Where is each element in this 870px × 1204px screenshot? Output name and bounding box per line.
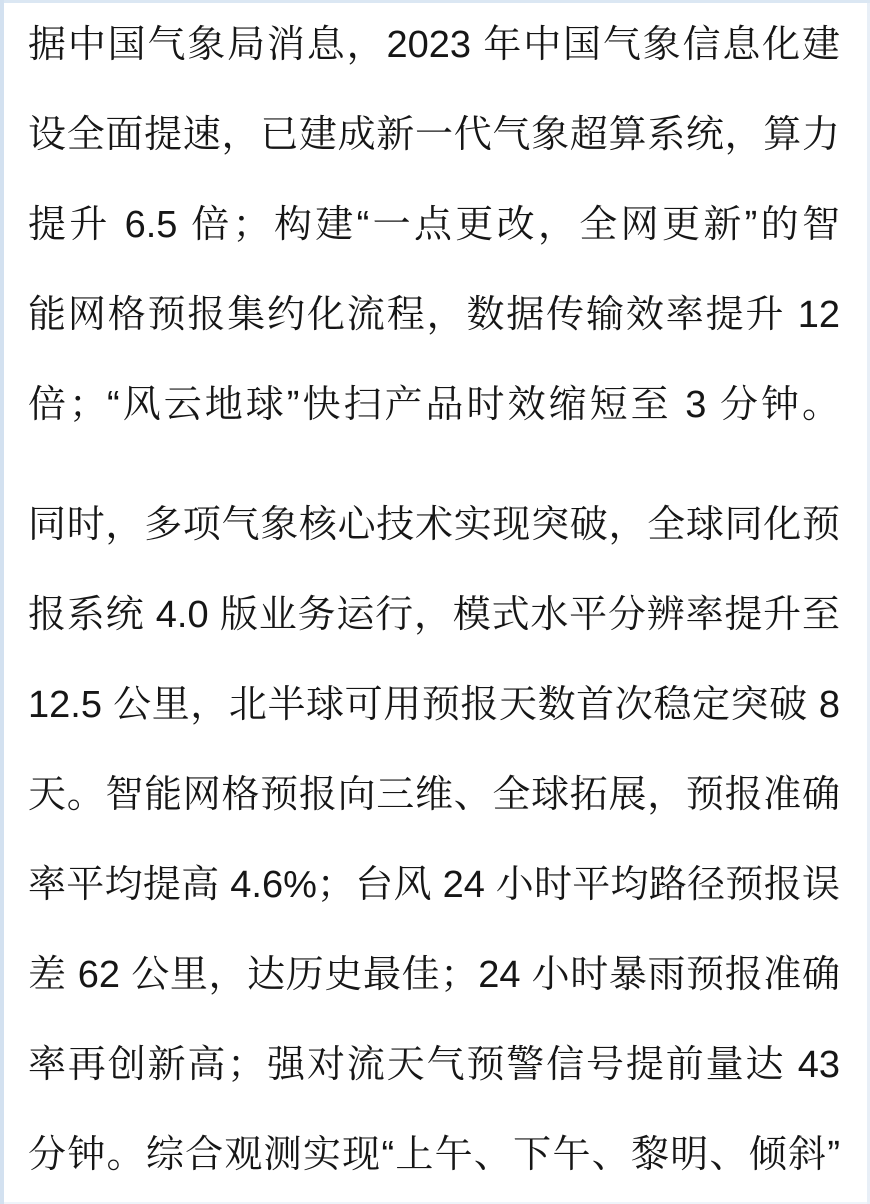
- text-line: 率平均提高 4.6%；台风 24 小时平均路径预报误: [28, 864, 840, 906]
- text-line: 天。智能网格预报向三维、全球拓展，预报准确: [28, 774, 840, 816]
- text-line: 提升 6.5 倍；构建“一点更改，全网更新”的智: [28, 204, 840, 246]
- text-line: 能网格预报集约化流程，数据传输效率提升 12: [28, 294, 840, 336]
- document-body: [28, 0, 840, 1200]
- text-line: 同时，多项气象核心技术实现突破，全球同化预: [28, 504, 840, 546]
- text-line: 报系统 4.0 版业务运行，模式水平分辨率提升至: [28, 594, 840, 636]
- text-line: 率再创新高；强对流天气预警信号提前量达 43: [28, 1044, 840, 1086]
- text-line: 12.5 公里，北半球可用预报天数首次稳定突破 8: [28, 684, 840, 726]
- paragraph: [28, 480, 840, 1200]
- text-line: 倍；“风云地球”快扫产品时效缩短至 3 分钟。: [28, 384, 840, 426]
- text-line: 设全面提速，已建成新一代气象超算系统，算力: [28, 114, 840, 156]
- text-line: 据中国气象局消息，2023 年中国气象信息化建: [28, 24, 840, 66]
- text-line: 差 62 公里，达历史最佳；24 小时暴雨预报准确: [28, 954, 840, 996]
- text-line: 分钟。综合观测实现“上午、下午、黎明、倾斜”: [28, 1134, 840, 1176]
- paragraph: [28, 0, 840, 450]
